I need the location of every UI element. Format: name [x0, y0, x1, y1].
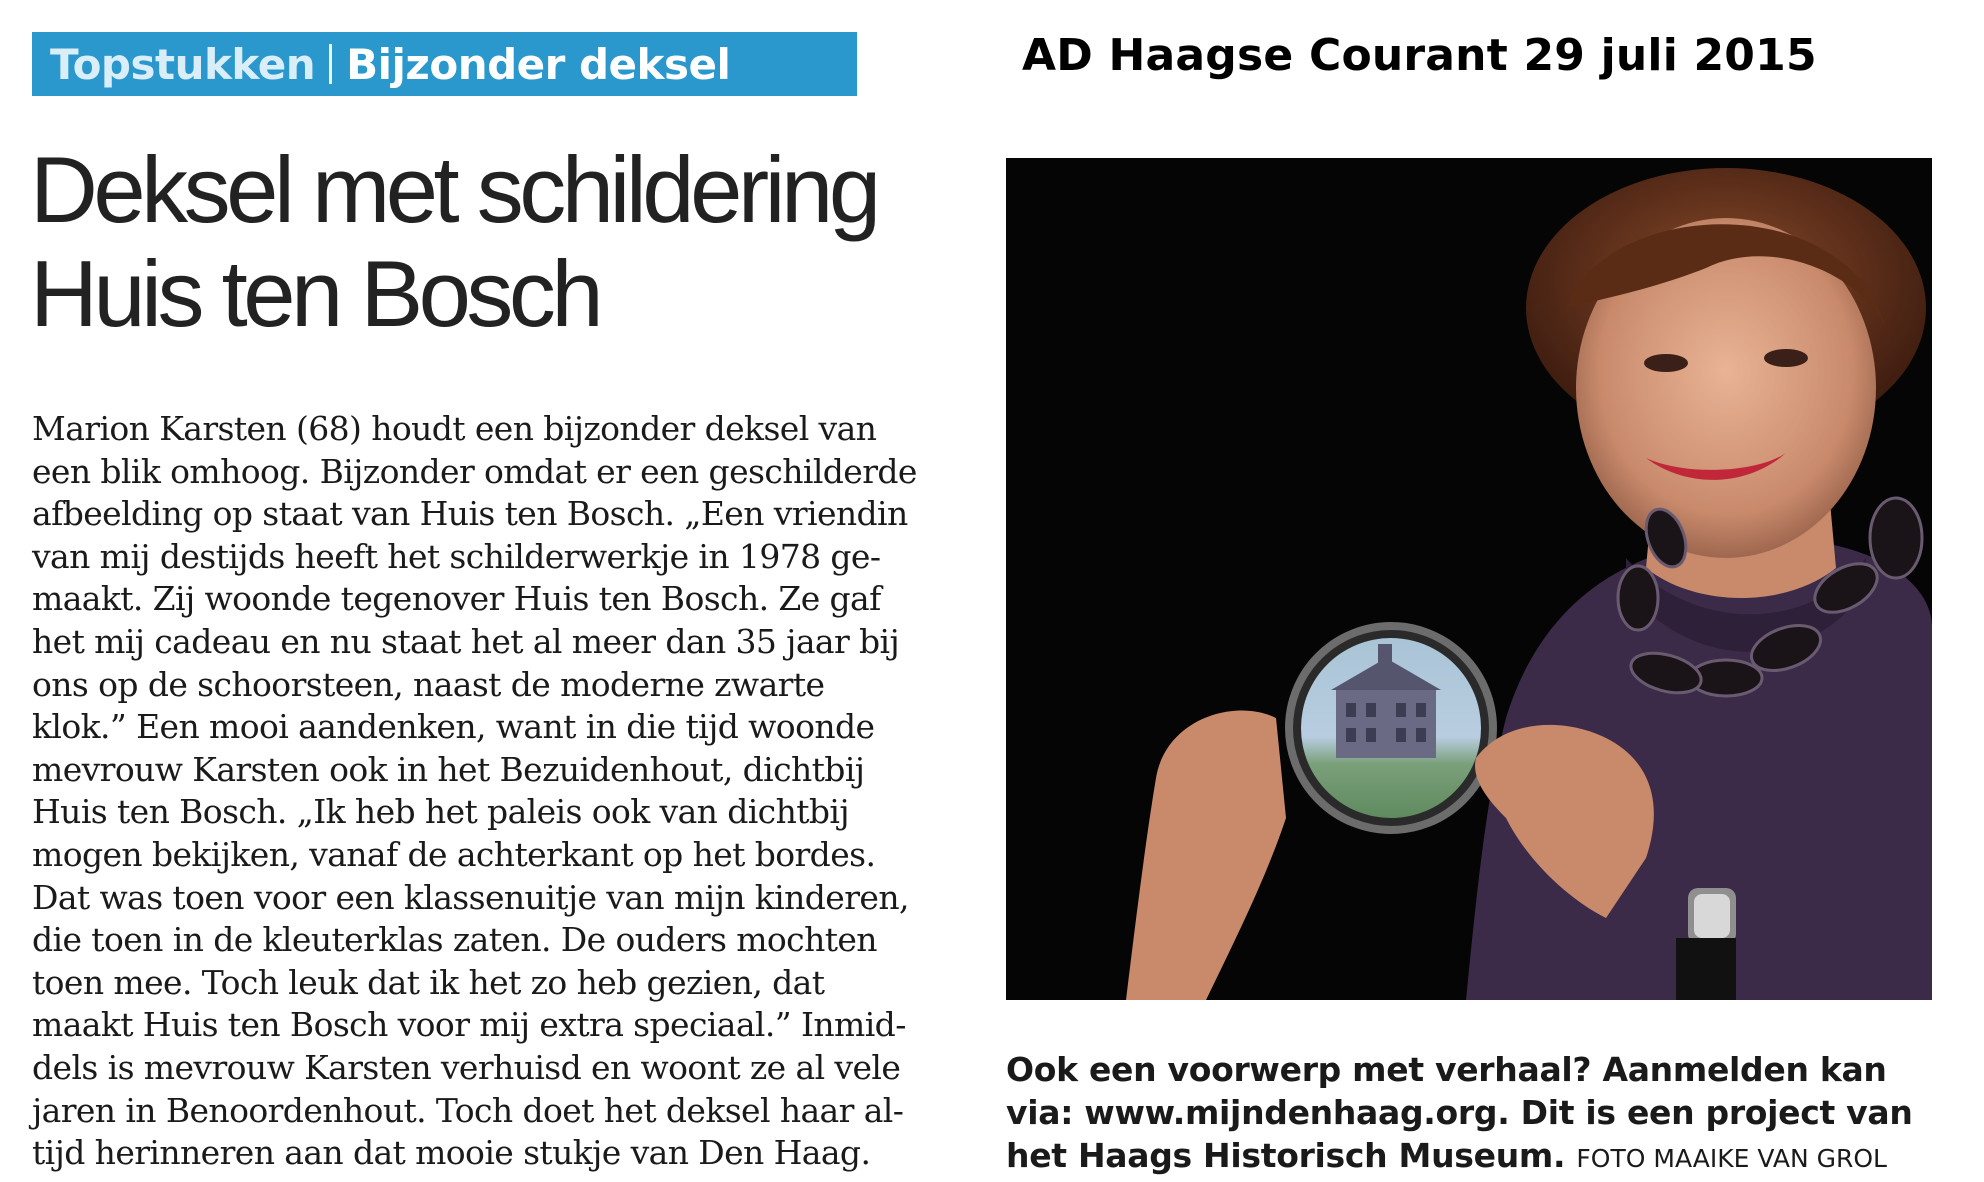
- article-body: [32, 408, 962, 1175]
- body-line: maakt Huis ten Bosch voor mij extra speciaal.” Inmid-: [32, 1005, 906, 1045]
- photo-credit: FOTO MAAIKE VAN GROL: [1576, 1144, 1887, 1173]
- body-line: Marion Karsten (68) houdt een bijzonder deksel van: [32, 409, 877, 448]
- body-line: toen mee. Toch leuk dat ik het zo heb gezien, dat: [32, 962, 825, 1002]
- rubric-subsection: Bijzonder deksel: [346, 39, 731, 89]
- photo-caption: [1006, 1048, 1946, 1180]
- caption-line-2: via: www.mijndenhaag.org. Dit is een project van: [1006, 1093, 1913, 1132]
- body-line: een blik omhoog. Bijzonder omdat er een geschilderde: [32, 451, 917, 491]
- body-line: afbeelding op staat van Huis ten Bosch. „Een vriendin: [32, 494, 908, 534]
- headline-line-2: Huis ten Bosch: [30, 241, 600, 346]
- caption-line-3-text: het Haags Historisch Museum.: [1006, 1136, 1566, 1175]
- body-line: tijd herinneren aan dat mooie stukje van Den Haag.: [32, 1133, 871, 1173]
- rubric-divider: [329, 44, 332, 84]
- body-line: van mij destijds heeft het schilderwerkje in 1978 ge-: [32, 536, 881, 576]
- body-line: Huis ten Bosch. „Ik heb het paleis ook van dichtbij: [32, 792, 849, 832]
- article-photo: [1006, 158, 1932, 1000]
- caption-line-3: [1006, 1134, 1946, 1180]
- source-line: AD Haagse Courant 29 juli 2015: [1022, 30, 1817, 81]
- headline-line-1: Deksel met schildering: [30, 137, 877, 242]
- portrait-illustration: [1006, 158, 1932, 1000]
- article-headline: [30, 138, 930, 346]
- body-line: jaren in Benoordenhout. Toch doet het deksel haar al-: [32, 1090, 904, 1130]
- body-line: mogen bekijken, vanaf de achterkant op het bordes.: [32, 834, 876, 874]
- rubric-section: Topstukken: [50, 39, 316, 89]
- body-line: maakt. Zij woonde tegenover Huis ten Bosch. Ze gaf: [32, 579, 881, 619]
- body-line: die toen in de kleuterklas zaten. De ouders mochten: [32, 920, 877, 960]
- body-line: het mij cadeau en nu staat het al meer dan 35 jaar bij: [32, 621, 900, 661]
- section-rubric: [32, 32, 857, 96]
- body-line: mevrouw Karsten ook in het Bezuidenhout, dichtbij: [32, 749, 865, 789]
- caption-line-1: Ook een voorwerp met verhaal? Aanmelden kan: [1006, 1050, 1887, 1089]
- body-line: dels is mevrouw Karsten verhuisd en woont ze al vele: [32, 1047, 901, 1087]
- body-line: ons op de schoorsteen, naast de moderne zwarte: [32, 664, 825, 704]
- body-line: Dat was toen voor een klassenuitje van mijn kinderen,: [32, 877, 909, 917]
- body-line: klok.” Een mooi aandenken, want in die tijd woonde: [32, 707, 875, 747]
